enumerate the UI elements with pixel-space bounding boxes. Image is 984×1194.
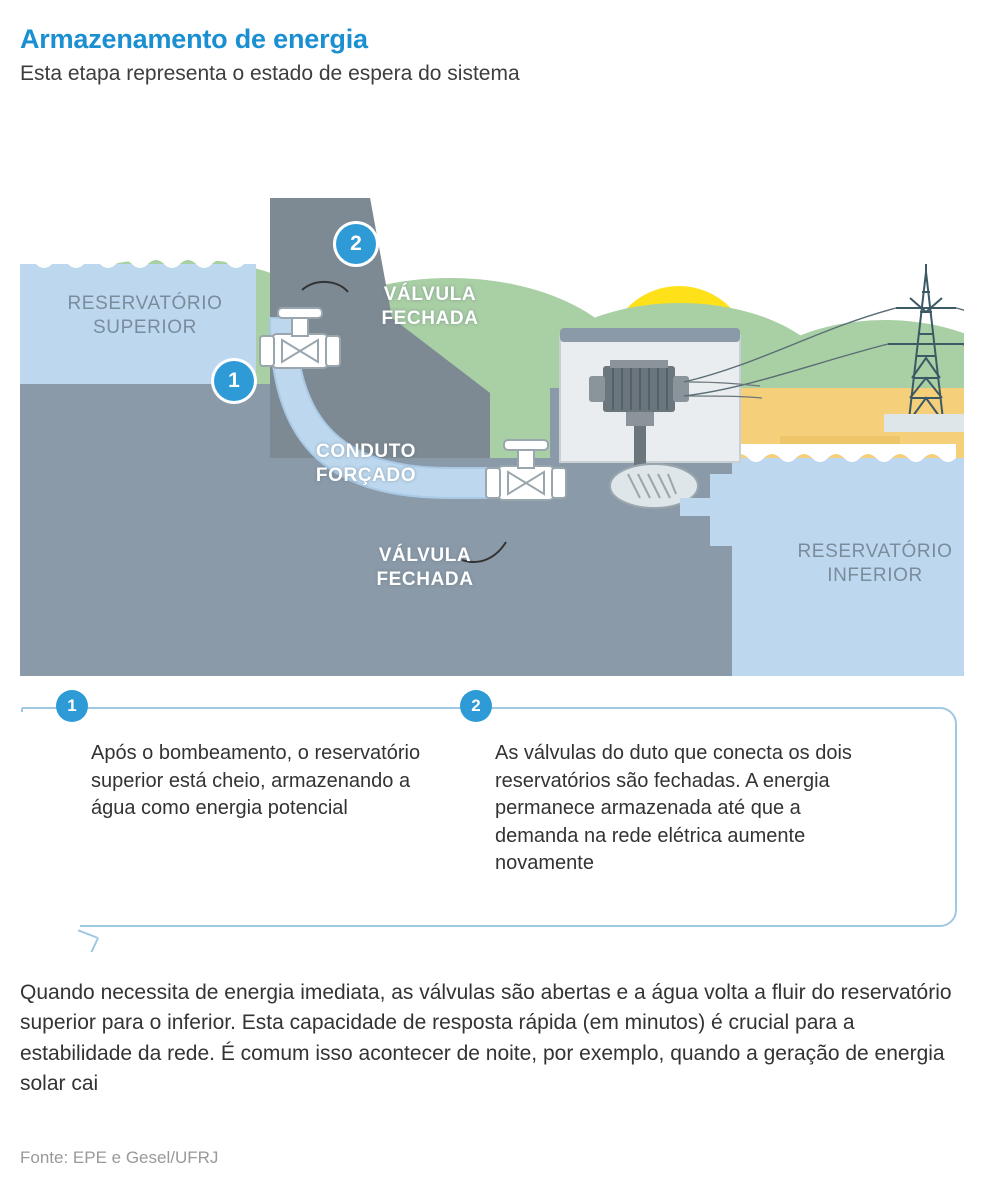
generator-fins <box>613 368 667 410</box>
sand-stripe-2 <box>780 436 900 445</box>
tailrace-pipe-2 <box>680 498 710 516</box>
label-valve-top: VÁLVULA FECHADA <box>381 284 479 329</box>
callout-1-number: 1 <box>56 690 88 722</box>
page-title: Armazenamento de energia <box>20 24 368 54</box>
callout-1-text: Após o bombeamento, o reservatório superior está cheio, armazenando a água como energia potencial <box>91 742 421 820</box>
label-lower-reservoir: RESERVATÓRIO INFERIOR <box>797 541 953 586</box>
label-penstock: CONDUTO FORÇADO <box>315 441 417 486</box>
callouts-section <box>20 690 964 952</box>
diagram-marker-1: 1 <box>214 361 254 401</box>
label-upper-reservoir: RESERVATÓRIO SUPERIOR <box>67 293 223 338</box>
lower-reservoir-water <box>732 458 964 676</box>
page-subtitle: Esta etapa representa o estado de espera do sistema <box>20 62 520 85</box>
source-credit: Fonte: EPE e Gesel/UFRJ <box>20 1148 219 1167</box>
diagram-svg <box>20 168 964 676</box>
generator-top <box>610 360 668 368</box>
callout-2-number: 2 <box>460 690 492 722</box>
label-valve-bottom: VÁLVULA FECHADA <box>376 545 474 590</box>
pumped-storage-diagram <box>20 168 964 676</box>
tower-base-pad <box>884 414 964 432</box>
body-paragraph: Quando necessita de energia imediata, as válvulas são abertas e a água volta a fluir do reservatório superior para o inferior. Esta capacidade de resposta rápida (em minutos) é crucial para a estabilidade da rede. É comum isso acontecer de noite, por exemplo, quando a geração de energia solar cai <box>20 981 952 1096</box>
diagram-marker-2: 2 <box>336 224 376 264</box>
callout-2-text: As válvulas do duto que conecta os dois reservatórios são fechadas. A energia permanece armazenada até que a demanda na rede elétrica aumente novamente <box>495 742 852 875</box>
generator-left-cap <box>589 376 605 402</box>
generator-right-cap <box>673 376 689 402</box>
powerhouse-roof <box>560 328 740 342</box>
generator-mount <box>626 412 654 426</box>
